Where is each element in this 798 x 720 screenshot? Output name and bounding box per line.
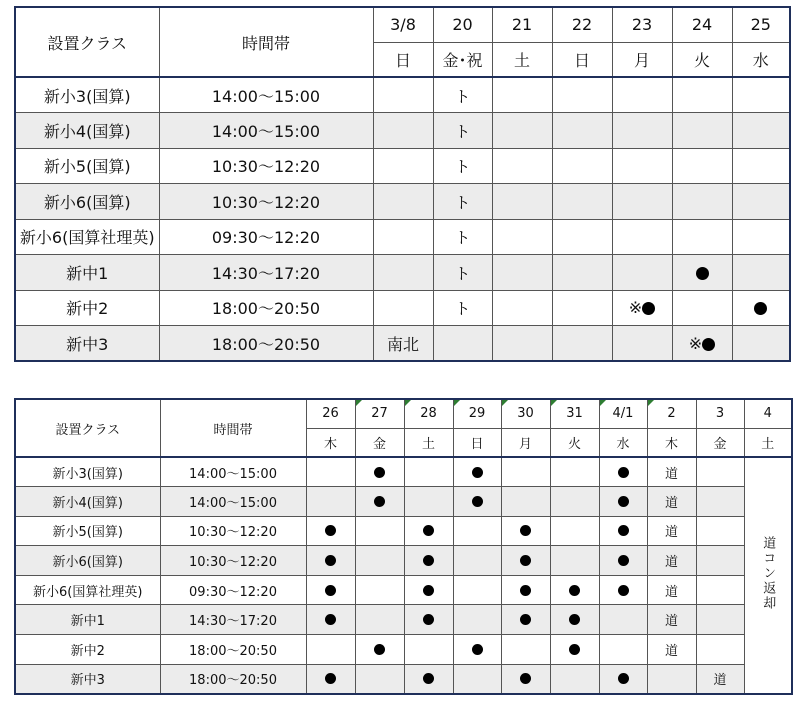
schedule-cell <box>306 546 355 576</box>
class-header: 設置クラス <box>15 399 160 457</box>
schedule-cell <box>306 457 355 487</box>
table-row <box>15 635 792 665</box>
schedule-cell <box>552 255 612 291</box>
merged-note-cell <box>744 457 792 694</box>
schedule-cell <box>696 457 744 487</box>
time-slot: 14:30～17:20 <box>159 255 373 291</box>
date-header: 29 <box>453 399 501 428</box>
schedule-cell <box>492 113 552 149</box>
date-header: 3 <box>696 399 744 428</box>
schedule-cell <box>501 605 550 635</box>
schedule-cell <box>355 487 404 517</box>
schedule-cell <box>647 635 696 665</box>
schedule-table-april <box>14 398 793 695</box>
mark-dot <box>374 644 385 655</box>
date-header: 25 <box>732 7 790 42</box>
time-slot: 10:30～12:20 <box>160 516 306 546</box>
schedule-cell <box>501 487 550 517</box>
schedule-cell <box>732 219 790 255</box>
schedule-cell <box>501 457 550 487</box>
schedule-cell <box>306 575 355 605</box>
time-slot: 18:00～20:50 <box>159 290 373 326</box>
cell-text: ト <box>454 192 471 212</box>
class-name: 新小5(国算) <box>15 516 160 546</box>
schedule-cell <box>550 635 599 665</box>
mark-dot <box>520 585 531 596</box>
mark-dot <box>472 467 483 478</box>
schedule-cell <box>453 457 501 487</box>
schedule-cell <box>550 457 599 487</box>
date-header: 23 <box>612 7 672 42</box>
schedule-cell <box>355 605 404 635</box>
schedule-cell <box>433 255 492 291</box>
schedule-cell <box>647 516 696 546</box>
schedule-cell <box>404 546 453 576</box>
schedule-cell <box>552 77 612 113</box>
mark-dot <box>642 302 655 315</box>
schedule-cell <box>373 113 433 149</box>
table-row <box>15 457 792 487</box>
schedule-cell <box>647 546 696 576</box>
schedule-cell <box>550 664 599 694</box>
mark-dot <box>423 525 434 536</box>
mark-dot <box>325 555 336 566</box>
class-name: 新中1 <box>15 255 159 291</box>
schedule-cell <box>732 184 790 220</box>
cell-text: 道 <box>664 555 678 571</box>
mark-dot <box>472 644 483 655</box>
note-mark: ※ <box>628 298 643 318</box>
schedule-cell <box>552 113 612 149</box>
schedule-cell <box>696 605 744 635</box>
schedule-cell <box>732 148 790 184</box>
schedule-cell <box>355 457 404 487</box>
mark-dot <box>618 555 629 566</box>
schedule-cell <box>599 575 647 605</box>
cell-text: ト <box>454 121 471 141</box>
schedule-cell <box>550 546 599 576</box>
schedule-cell <box>404 516 453 546</box>
merged-note: 道コン返却 <box>760 535 776 611</box>
schedule-cell <box>647 575 696 605</box>
schedule-cell <box>552 219 612 255</box>
mark-dot <box>702 338 715 351</box>
date-header: 27 <box>355 399 404 428</box>
schedule-cell <box>672 290 732 326</box>
weekday-header: 土 <box>404 428 453 457</box>
schedule-cell <box>404 664 453 694</box>
cell-text: 道 <box>664 466 678 482</box>
class-name: 新小3(国算) <box>15 457 160 487</box>
table-row <box>15 326 790 362</box>
weekday-header: 水 <box>732 42 790 77</box>
mark-dot <box>325 585 336 596</box>
note-mark: ※ <box>688 333 703 353</box>
cell-text: ト <box>454 157 471 177</box>
schedule-cell <box>732 326 790 362</box>
header-row-dates <box>15 399 792 428</box>
schedule-cell <box>306 664 355 694</box>
weekday-header: 金 <box>355 428 404 457</box>
mark-dot <box>374 496 385 507</box>
schedule-cell <box>550 605 599 635</box>
schedule-cell <box>550 516 599 546</box>
time-slot: 18:00～20:50 <box>160 664 306 694</box>
class-name: 新小6(国算) <box>15 546 160 576</box>
schedule-cell <box>501 575 550 605</box>
schedule-cell <box>355 516 404 546</box>
cell-text: 道 <box>664 495 678 511</box>
mark-dot <box>754 302 767 315</box>
time-slot: 10:30～12:20 <box>159 148 373 184</box>
mark-dot <box>618 673 629 684</box>
mark-dot <box>569 644 580 655</box>
time-slot: 18:00～20:50 <box>159 326 373 362</box>
class-name: 新小5(国算) <box>15 148 159 184</box>
table-row <box>15 664 792 694</box>
mark-dot <box>618 467 629 478</box>
class-name: 新小6(国算社理英) <box>15 219 159 255</box>
schedule-cell <box>672 184 732 220</box>
weekday-header: 金･祝 <box>433 42 492 77</box>
schedule-cell <box>647 457 696 487</box>
schedule-cell <box>550 575 599 605</box>
table-row <box>15 575 792 605</box>
schedule-cell <box>501 546 550 576</box>
schedule-cell <box>404 605 453 635</box>
time-slot: 09:30～12:20 <box>159 219 373 255</box>
mark-dot <box>325 525 336 536</box>
schedule-cell <box>732 113 790 149</box>
schedule-cell <box>599 664 647 694</box>
schedule-cell <box>306 487 355 517</box>
mark-dot <box>520 525 531 536</box>
schedule-cell <box>612 219 672 255</box>
schedule-cell <box>612 255 672 291</box>
weekday-header: 木 <box>306 428 355 457</box>
schedule-cell <box>373 219 433 255</box>
time-slot: 14:00～15:00 <box>159 113 373 149</box>
schedule-cell <box>612 113 672 149</box>
cell-text: 道 <box>664 643 678 659</box>
schedule-cell <box>433 219 492 255</box>
cell-text: 道 <box>713 673 727 689</box>
schedule-cell <box>492 148 552 184</box>
table-row <box>15 148 790 184</box>
time-header: 時間帯 <box>159 7 373 77</box>
schedule-cell <box>373 184 433 220</box>
time-slot: 09:30～12:20 <box>160 575 306 605</box>
schedule-cell <box>453 635 501 665</box>
class-name: 新中2 <box>15 290 159 326</box>
schedule-cell <box>732 255 790 291</box>
schedule-cell <box>404 457 453 487</box>
schedule-cell <box>672 326 732 362</box>
schedule-cell <box>492 184 552 220</box>
table-row <box>15 219 790 255</box>
schedule-cell <box>647 487 696 517</box>
header-row-dates <box>15 7 790 42</box>
cell-text: ト <box>454 299 471 319</box>
weekday-header: 土 <box>744 428 792 457</box>
class-name: 新中1 <box>15 605 160 635</box>
weekday-header: 水 <box>599 428 647 457</box>
schedule-cell <box>306 605 355 635</box>
schedule-cell <box>433 77 492 113</box>
weekday-header: 日 <box>453 428 501 457</box>
schedule-cell <box>355 635 404 665</box>
time-slot: 14:00～15:00 <box>160 457 306 487</box>
mark-dot <box>374 467 385 478</box>
schedule-cell <box>373 77 433 113</box>
weekday-header: 日 <box>373 42 433 77</box>
schedule-cell <box>306 635 355 665</box>
weekday-header: 火 <box>672 42 732 77</box>
schedule-cell <box>492 77 552 113</box>
schedule-cell <box>696 487 744 517</box>
schedule-cell <box>550 487 599 517</box>
mark-dot <box>423 673 434 684</box>
date-header: 24 <box>672 7 732 42</box>
schedule-cell <box>696 546 744 576</box>
schedule-cell <box>599 546 647 576</box>
schedule-cell <box>612 290 672 326</box>
schedule-cell <box>373 326 433 362</box>
schedule-cell <box>599 635 647 665</box>
schedule-cell <box>672 113 732 149</box>
schedule-cell <box>355 546 404 576</box>
time-slot: 14:30～17:20 <box>160 605 306 635</box>
schedule-cell <box>492 219 552 255</box>
table-row <box>15 184 790 220</box>
schedule-cell <box>501 635 550 665</box>
cell-text: 道 <box>664 614 678 630</box>
schedule-cell <box>501 664 550 694</box>
mark-dot <box>423 585 434 596</box>
mark-dot <box>618 525 629 536</box>
schedule-cell <box>612 326 672 362</box>
schedule-cell <box>433 113 492 149</box>
schedule-cell <box>732 77 790 113</box>
weekday-header: 木 <box>647 428 696 457</box>
table-row <box>15 255 790 291</box>
date-header: 21 <box>492 7 552 42</box>
schedule-cell <box>552 184 612 220</box>
mark-dot <box>472 496 483 507</box>
table-row <box>15 487 792 517</box>
schedule-cell <box>433 184 492 220</box>
table-row <box>15 290 790 326</box>
cell-text: 南北 <box>386 334 419 354</box>
schedule-cell <box>355 575 404 605</box>
schedule-cell <box>599 457 647 487</box>
table-row <box>15 77 790 113</box>
schedule-cell <box>404 575 453 605</box>
schedule-cell <box>732 290 790 326</box>
time-slot: 14:00～15:00 <box>159 77 373 113</box>
mark-dot <box>520 614 531 625</box>
cell-text: ト <box>454 228 471 248</box>
mark-dot <box>520 555 531 566</box>
time-slot: 14:00～15:00 <box>160 487 306 517</box>
schedule-table-march <box>14 6 791 362</box>
schedule-cell <box>696 664 744 694</box>
mark-dot <box>423 555 434 566</box>
class-name: 新小6(国算) <box>15 184 159 220</box>
weekday-header: 金 <box>696 428 744 457</box>
schedule-cell <box>552 148 612 184</box>
class-name: 新中3 <box>15 664 160 694</box>
schedule-cell <box>453 664 501 694</box>
schedule-cell <box>696 635 744 665</box>
time-slot: 18:00～20:50 <box>160 635 306 665</box>
mark-dot <box>696 267 709 280</box>
schedule-cell <box>404 487 453 517</box>
schedule-cell <box>612 148 672 184</box>
weekday-header: 火 <box>550 428 599 457</box>
schedule-cell <box>672 219 732 255</box>
weekday-header: 土 <box>492 42 552 77</box>
mark-dot <box>618 496 629 507</box>
schedule-cell <box>552 290 612 326</box>
date-header: 4/1 <box>599 399 647 428</box>
date-header: 26 <box>306 399 355 428</box>
table-row <box>15 546 792 576</box>
schedule-cell <box>672 255 732 291</box>
schedule-cell <box>599 605 647 635</box>
weekday-header: 日 <box>552 42 612 77</box>
class-name: 新小3(国算) <box>15 77 159 113</box>
date-header: 3/8 <box>373 7 433 42</box>
schedule-cell <box>306 516 355 546</box>
schedule-cell <box>453 546 501 576</box>
mark-dot <box>325 614 336 625</box>
schedule-cell <box>373 148 433 184</box>
schedule-cell <box>453 605 501 635</box>
date-header: 2 <box>647 399 696 428</box>
cell-text: ト <box>454 263 471 283</box>
class-name: 新小6(国算社理英) <box>15 575 160 605</box>
schedule-cell <box>453 575 501 605</box>
class-name: 新小4(国算) <box>15 487 160 517</box>
table-row <box>15 516 792 546</box>
schedule-cell <box>552 326 612 362</box>
date-header: 30 <box>501 399 550 428</box>
cell-text: 道 <box>664 584 678 600</box>
schedule-cell <box>492 255 552 291</box>
schedule-cell <box>647 605 696 635</box>
schedule-cell <box>433 326 492 362</box>
time-slot: 10:30～12:20 <box>159 184 373 220</box>
schedule-cell <box>492 326 552 362</box>
mark-dot <box>423 614 434 625</box>
date-header: 22 <box>552 7 612 42</box>
weekday-header: 月 <box>612 42 672 77</box>
schedule-cell <box>404 635 453 665</box>
mark-dot <box>618 585 629 596</box>
time-header: 時間帯 <box>160 399 306 457</box>
schedule-cell <box>492 290 552 326</box>
time-slot: 10:30～12:20 <box>160 546 306 576</box>
schedule-cell <box>501 516 550 546</box>
date-header: 28 <box>404 399 453 428</box>
schedule-cell <box>647 664 696 694</box>
schedule-cell <box>672 148 732 184</box>
weekday-header: 月 <box>501 428 550 457</box>
schedule-cell <box>373 290 433 326</box>
schedule-cell <box>433 148 492 184</box>
schedule-cell <box>453 487 501 517</box>
schedule-cell <box>433 290 492 326</box>
schedule-cell <box>599 516 647 546</box>
class-header: 設置クラス <box>15 7 159 77</box>
schedule-cell <box>612 77 672 113</box>
date-header: 31 <box>550 399 599 428</box>
schedule-cell <box>696 516 744 546</box>
table-row <box>15 605 792 635</box>
schedule-cell <box>672 77 732 113</box>
cell-text: 道 <box>664 525 678 541</box>
schedule-cell <box>612 184 672 220</box>
date-header: 4 <box>744 399 792 428</box>
class-name: 新中3 <box>15 326 159 362</box>
mark-dot <box>520 673 531 684</box>
schedule-cell <box>373 255 433 291</box>
mark-dot <box>325 673 336 684</box>
cell-text: ト <box>454 86 471 106</box>
class-name: 新中2 <box>15 635 160 665</box>
schedule-cell <box>355 664 404 694</box>
schedule-cell <box>599 487 647 517</box>
schedule-cell <box>696 575 744 605</box>
date-header: 20 <box>433 7 492 42</box>
table-row <box>15 113 790 149</box>
schedule-cell <box>453 516 501 546</box>
mark-dot <box>569 614 580 625</box>
class-name: 新小4(国算) <box>15 113 159 149</box>
mark-dot <box>569 585 580 596</box>
